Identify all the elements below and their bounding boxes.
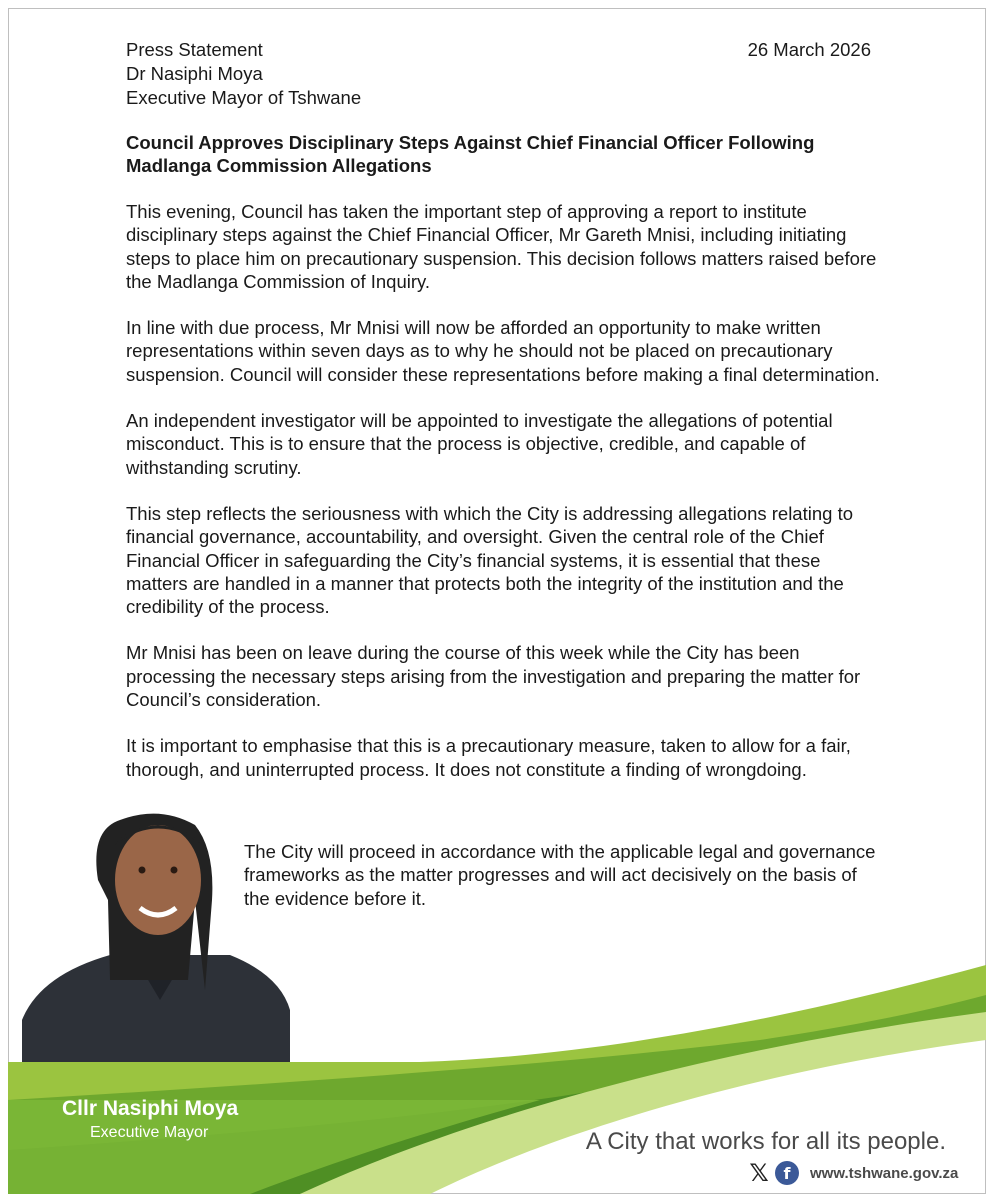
x-icon[interactable]: 𝕏 — [749, 1159, 769, 1187]
paragraph: This step reflects the seriousness with which the City is addressing allegations relating to financial governance, accountability, and oversight. Given the central role of the Chief Financial Officer in safeguarding the City’s financial systems, it is essential that these matters are handled in a manner that protects both the integrity of the institution and the credibility of the process. — [126, 502, 853, 618]
headline: Council Approves Disciplinary Steps Against Chief Financial Officer Following Madlanga Commission Allegations — [126, 132, 815, 176]
paragraph: Mr Mnisi has been on leave during the course of this week while the City has been processing the necessary steps arising from the investigation and preparing the matter for Council’s consideration. — [126, 642, 861, 711]
paragraph: It is important to emphasise that this is a precautionary measure, taken to allow for a fair, thorough, and uninterrupted process. It does not constitute a finding of wrongdoing. — [126, 735, 851, 780]
website-link[interactable]: www.tshwane.gov.za — [810, 1164, 959, 1182]
paragraph: An independent investigator will be appointed to investigate the allegations of potential misconduct. This is to ensure that the process is objective, credible, and capable of withstanding scrutiny. — [126, 410, 833, 478]
city-tagline: A City that works for all its people. — [585, 1128, 946, 1155]
statement-date: 26 March 2026 — [747, 39, 871, 60]
footer-name: Cllr Nasiphi Moya — [62, 1097, 239, 1120]
author-name: Dr Nasiphi Moya — [126, 63, 263, 84]
footer-role: Executive Mayor — [90, 1124, 209, 1141]
statement-label: Press Statement — [126, 39, 263, 60]
paragraph: This evening, Council has taken the important step of approving a report to institute disciplinary steps against the Chief Financial Officer, Mr Gareth Mnisi, including initiating steps to place him on precautionary suspension. This decision follows matters raised before the Madlanga Commission of Inquiry. — [126, 201, 877, 292]
mayor-portrait — [22, 814, 290, 1062]
facebook-icon[interactable]: f — [775, 1161, 799, 1185]
author-title: Executive Mayor of Tshwane — [126, 87, 362, 108]
closing-paragraph: The City will proceed in accordance with the applicable legal and governance frameworks as the matter progresses and will act decisively on the basis of the evidence before it. — [244, 841, 876, 909]
social-links — [746, 1159, 958, 1187]
paragraph: In line with due process, Mr Mnisi will now be afforded an opportunity to make written representations within seven days as to why he should not be placed on precautionary suspension. Council will consider these representations before making a final determination. — [126, 317, 880, 385]
